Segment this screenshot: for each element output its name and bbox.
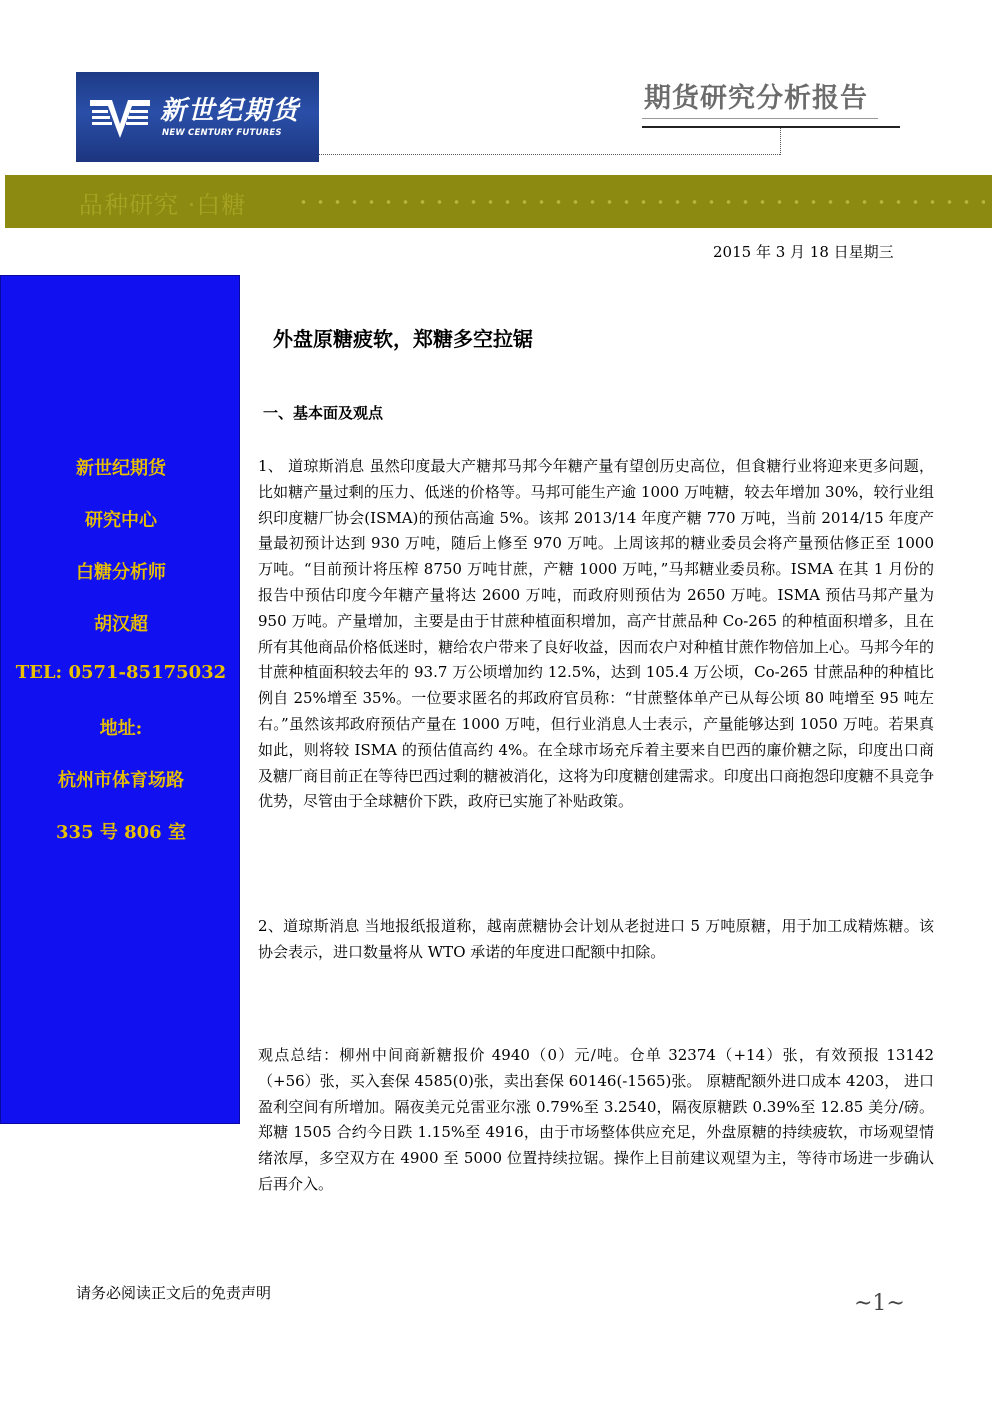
analyst-sidebar	[0, 275, 240, 1124]
report-title: 期货研究分析报告	[644, 83, 868, 114]
disclaimer-note: 请务必阅读正文后的免责声明	[76, 1284, 272, 1302]
sidebar-company: 新世纪期货	[76, 458, 166, 479]
logo-text-cn: 新世纪期货	[160, 96, 301, 126]
sidebar-address-line-1: 杭州市体育场路	[58, 770, 184, 791]
company-logo	[76, 72, 319, 162]
paragraph-summary: 观点总结：柳州中间商新糖报价 4940（0）元/吨。仓单 32374（+14）张，有效预报 13142（+56）张，买入套保 4585(0)张，卖出套保 60146(-1565)张。 原糖配额外进口成本 4203， 进口盈利空间有所增加。隔夜美元兑雷亚尔涨 0.79%至 3.2540，隔夜原糖跌 0.39%至 12.85 美分/磅。郑糖 1505 合约今日跌 1.15%至 4916，由于市场整体供应充足，外盘原糖的持续疲软，市场观望情绪浓厚，多空双方在 4900 至 5000 位置持续拉锯。操作上目前建议观望为主，等待市场进一步确认后再介入。	[258, 1046, 934, 1193]
category-banner	[5, 175, 992, 228]
dotted-divider	[319, 154, 780, 155]
logo-text-en: NEW CENTURY FUTURES	[162, 128, 282, 138]
section-title: 一、基本面及观点	[263, 404, 384, 422]
title-underline-thin	[642, 118, 878, 119]
sidebar-department: 研究中心	[85, 510, 157, 531]
sidebar-role: 白糖分析师	[76, 562, 166, 583]
sidebar-analyst-name: 胡汉超	[94, 614, 148, 635]
sidebar-phone: TEL: 0571-85175032	[15, 662, 227, 683]
page-number: ~1~	[854, 1291, 905, 1316]
banner-dots	[295, 199, 985, 205]
dotted-divider-vertical	[780, 126, 781, 155]
title-underline	[642, 126, 900, 128]
report-date: 2015 年 3 月 18 日星期三	[713, 243, 894, 261]
paragraph-2: 2、道琼斯消息 当地报纸报道称，越南蔗糖协会计划从老挝进口 5 万吨原糖，用于加工成精炼糖。该协会表示，进口数量将从 WTO 承诺的年度进口配额中扣除。	[258, 917, 934, 961]
sidebar-address-line-2: 335 号 806 室	[56, 822, 186, 843]
sidebar-address-label: 地址:	[99, 718, 143, 739]
logo-mark-icon	[90, 94, 150, 140]
paragraph-1: 1、 道琼斯消息 虽然印度最大产糖邦马邦今年糖产量有望创历史高位，但食糖行业将迎来更多问题，比如糖产量过剩的压力、低迷的价格等。马邦可能生产逾 1000 万吨糖，较去年增加 30%，较行业组织印度糖厂协会(ISMA)的预估高逾 5%。该邦 2013/14 年度产糖 770 万吨，当前 2014/15 年度产量最初预计达到 930 万吨，随后上修至 970 万吨。上周该邦的糖业委员会将产量预估修正至 1000 万吨。“目前预计将压榨 8750 万吨甘蔗，产糖 1000 万吨，”马邦糖业委员称。ISMA 在其 1 月份的报告中预估印度今年糖产量将达 2600 万吨，而政府则预估为 2650 万吨。ISMA 预估马邦产量为 950 万吨。产量增加，主要是由于甘蔗种植面积增加，高产甘蔗品种 Co-265 的种植面积增多，且在所有其他商品价格低迷时，糖给农户带来了良好收益，因而农户对种植甘蔗作物倍加上心。马邦今年的甘蔗种植面积较去年的 93.7 万公顷增加约 12.5%，达到 105.4 万公顷，Co-265 甘蔗品种的种植比例自 25%增至 35%。一位要求匿名的邦政府官员称：“甘蔗整体单产已从每公顷 80 吨增至 95 吨左右。”虽然该邦政府预估产量在 1000 万吨，但行业消息人士表示，产量能够达到 1050 万吨。若果真如此，则将较 ISMA 的预估值高约 4%。在全球市场充斥着主要来自巴西的廉价糖之际，印度出口商及糖厂商目前正在等待巴西过剩的糖被消化，这将为印度糖创建需求。印度出口商抱怨印度糖不具竞争优势，尽管由于全球糖价下跌，政府已实施了补贴政策。	[258, 457, 934, 811]
article-headline: 外盘原糖疲软，郑糖多空拉锯	[273, 327, 533, 351]
banner-label: 品种研究 ·白糖	[79, 191, 247, 219]
